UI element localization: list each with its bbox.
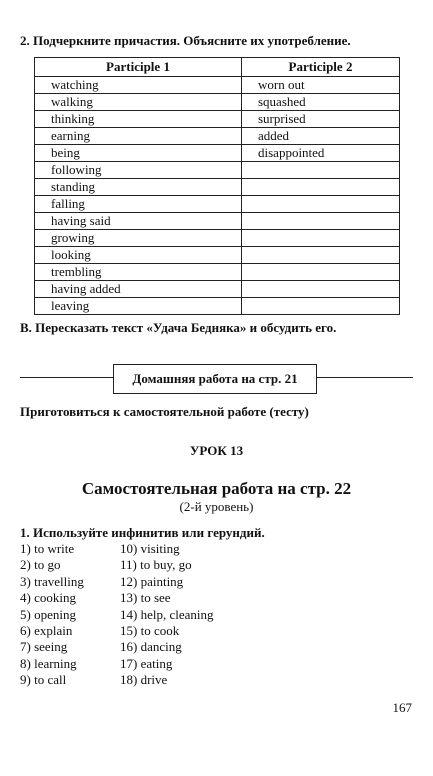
task2-title: 2. Подчеркните причастия. Объясните их употребление. [20,33,351,48]
answer-right: 11) to buy, go [120,557,192,573]
answer-row [20,590,214,606]
answer-left: 8) learning [20,655,77,671]
table-row [35,298,400,315]
answer-row [20,541,214,557]
participle-1-cell: following [35,162,242,179]
answer-row [20,656,214,672]
participle-2-cell [242,230,400,247]
table-row [35,128,400,145]
participle-2-cell: added [242,128,400,145]
participle-1-cell: being [35,145,242,162]
participle-2-cell: surprised [242,111,400,128]
column-header-participle-2: Participle 2 [242,58,400,77]
table-row [35,145,400,162]
participle-2-cell: worn out [242,77,400,94]
participle-2-cell [242,247,400,264]
answer-right: 16) dancing [120,639,182,655]
table-row [35,281,400,298]
participle-1-cell: trembling [35,264,242,281]
participle-2-cell [242,179,400,196]
answer-right: 18) drive [120,672,168,688]
participle-1-cell: walking [35,94,242,111]
table-row [35,162,400,179]
answer-left: 6) explain [20,622,73,638]
participle-1-cell: watching [35,77,242,94]
answer-left: 2) to go [20,557,61,573]
participle-2-cell [242,213,400,230]
table-row [35,213,400,230]
answer-right: 17) eating [120,655,173,671]
table-row [35,179,400,196]
participle-2-cell [242,298,400,315]
task1-title: 1. Используйте инфинитив или герундий. [20,525,265,540]
answer-row [20,607,214,623]
answer-right: 15) to cook [120,622,180,638]
table-header-row [35,58,400,77]
participle-2-cell [242,281,400,298]
participle-1-cell: thinking [35,111,242,128]
answer-right: 13) to see [120,590,171,606]
answer-left: 3) travelling [20,573,84,589]
homework-box: Домашняя работа на стр. 21 [113,364,317,394]
divider-left [20,377,113,378]
answer-right: 10) visiting [120,541,180,556]
participle-1-cell: looking [35,247,242,264]
participle-1-cell: growing [35,230,242,247]
table-row [35,111,400,128]
answer-right: 12) painting [120,573,184,589]
answer-row [20,623,214,639]
answer-row [20,672,214,688]
participle-1-cell: falling [35,196,242,213]
answer-right: 14) help, cleaning [120,606,214,622]
table-row [35,196,400,213]
lesson-heading: УРОК 13 [189,443,244,458]
answer-row [20,574,214,590]
column-header-participle-1: Participle 1 [35,58,242,77]
page-number: 167 [392,700,412,715]
answer-row [20,557,214,573]
task-b-text: В. Пересказать текст «Удача Бедняка» и обсудить его. [20,320,337,335]
participles-table [34,57,400,315]
prepare-text: Приготовиться к самостоятельной работе (тесту) [20,404,309,419]
answer-left: 4) cooking [20,590,76,606]
answer-row [20,639,214,655]
table-row [35,247,400,264]
divider-right [316,377,413,378]
answers-list [20,541,214,689]
participle-2-cell: squashed [242,94,400,111]
table-row [35,94,400,111]
participle-2-cell: disappointed [242,145,400,162]
table-row [35,264,400,281]
answer-left: 5) opening [20,606,76,622]
table-row [35,77,400,94]
answer-left: 7) seeing [20,639,68,655]
table-body [35,77,400,315]
participle-1-cell: leaving [35,298,242,315]
participle-2-cell [242,196,400,213]
participle-1-cell: earning [35,128,242,145]
participle-2-cell [242,162,400,179]
participle-1-cell: having said [35,213,242,230]
answer-left: 1) to write [20,541,75,556]
participle-1-cell: having added [35,281,242,298]
participle-2-cell [242,264,400,281]
answer-left: 9) to call [20,672,67,688]
table-row [35,230,400,247]
selfwork-level: (2-й уровень) [179,499,254,514]
participle-1-cell: standing [35,179,242,196]
selfwork-title: Самостоятельная работа на стр. 22 [81,479,352,498]
